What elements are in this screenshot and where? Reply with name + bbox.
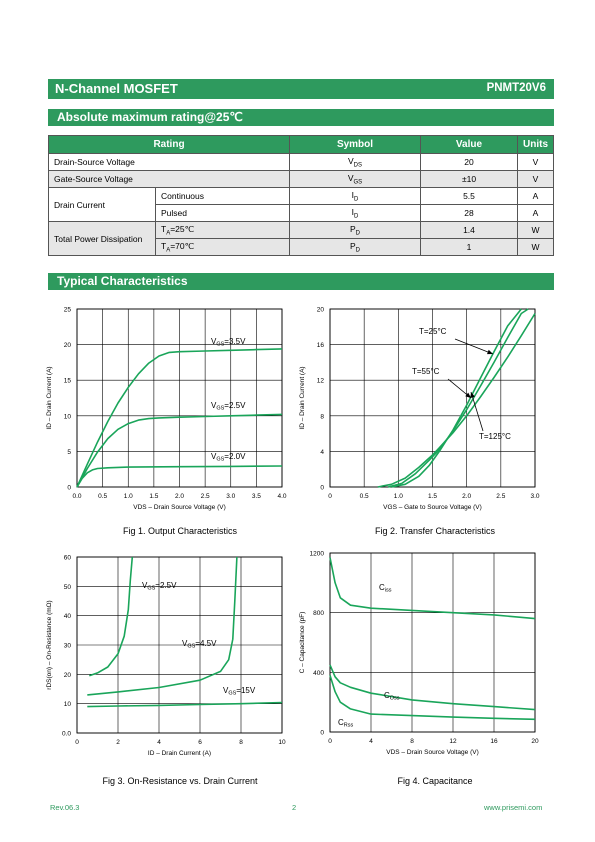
x-tick-label: 0.0 [72, 493, 82, 500]
cell-symbol: $P_D$ [290, 222, 421, 239]
x-tick-label: 6 [198, 739, 202, 746]
cell-value: 5.5 [421, 188, 518, 205]
ratings-table [48, 135, 554, 256]
cell-symbol: $I_D$ [290, 205, 421, 222]
y-tick-label: 10 [63, 413, 71, 421]
fig4-caption: Fig 4. Capacitance [397, 776, 473, 786]
y-tick-label: 40 [63, 613, 71, 621]
x-tick-label: 1.5 [149, 493, 159, 500]
series-label: T=25°C [419, 327, 447, 336]
footer-page-number: 2 [292, 803, 297, 812]
series-label: VGS=3.5V [211, 337, 246, 348]
x-axis-title: VDS – Drain Source Voltage (V) [133, 504, 226, 511]
series-line [330, 665, 535, 710]
series-label: T=125°C [479, 432, 511, 441]
x-tick-label: 8 [239, 739, 243, 746]
x-tick-label: 0.5 [98, 493, 108, 500]
fig2-caption: Fig 2. Transfer Characteristics [374, 526, 496, 536]
cell-sub: Continuous [156, 188, 290, 205]
cell-unit: V [518, 171, 554, 188]
x-tick-label: 3.0 [226, 493, 236, 500]
y-axis-title: rDS(on) – On-Resistance (mΩ) [46, 600, 53, 690]
y-tick-label: 8 [320, 413, 324, 421]
series-label: VGS=2.0V [211, 452, 246, 463]
cell-value: 1 [421, 239, 518, 256]
x-tick-label: 8 [410, 738, 414, 745]
x-tick-label: 1.0 [393, 493, 403, 500]
y-axis-title: ID – Drain Current (A) [46, 366, 53, 430]
y-tick-label: 0 [320, 729, 324, 737]
section-title: Absolute maximum rating@25℃ [57, 110, 243, 124]
series-label: VGS=4.5V [182, 639, 217, 650]
y-tick-label: 0.0 [61, 730, 71, 738]
capacitance-chart [295, 545, 550, 770]
x-tick-label: 2.5 [200, 493, 210, 500]
series-line [388, 309, 528, 487]
part-number: PNMT20V6 [486, 82, 546, 94]
series-line [330, 675, 535, 719]
series-label: COss [384, 691, 400, 702]
x-tick-label: 3.5 [251, 493, 261, 500]
x-tick-label: 20 [531, 738, 539, 745]
cell-unit: W [518, 222, 554, 239]
x-tick-label: 4.0 [277, 493, 287, 500]
y-tick-label: 20 [63, 671, 71, 679]
y-tick-label: 30 [63, 642, 71, 650]
y-tick-label: 4 [320, 448, 324, 456]
x-tick-label: 4 [157, 739, 161, 746]
x-tick-label: 16 [490, 738, 498, 745]
x-tick-label: 2.0 [462, 493, 472, 500]
table-row [49, 188, 554, 205]
x-tick-label: 10 [278, 739, 286, 746]
cell-unit: A [518, 205, 554, 222]
header-bar [48, 79, 554, 99]
series-line [89, 557, 132, 676]
cell-value: 28 [421, 205, 518, 222]
x-tick-label: 2.0 [174, 493, 185, 500]
y-tick-label: 12 [316, 377, 324, 385]
series-label: VGS=2.5V [142, 581, 177, 592]
y-tick-label: 20 [63, 342, 71, 350]
x-axis-title: ID – Drain Current (A) [147, 750, 212, 757]
doc-title: N-Channel MOSFET [55, 81, 178, 96]
series-line [392, 309, 522, 487]
cell-value: ±10 [421, 171, 518, 188]
col-units: Units [518, 136, 554, 154]
series-line [330, 558, 535, 619]
y-tick-label: 16 [316, 342, 324, 350]
y-tick-label: 15 [63, 377, 71, 385]
cell-rating: Gate-Source Voltage [49, 171, 290, 188]
x-tick-label: 0.5 [359, 493, 369, 500]
x-tick-label: 2 [116, 739, 120, 746]
x-tick-label: 0 [328, 738, 332, 745]
y-axis-title: C – Capacitance (pF) [299, 611, 306, 674]
x-tick-label: 0 [75, 739, 79, 746]
x-tick-label: 1.5 [427, 493, 438, 500]
y-tick-label: 5 [67, 448, 71, 456]
y-tick-label: 400 [313, 669, 324, 677]
col-rating: Rating [49, 136, 290, 154]
on-resistance-chart [30, 548, 295, 770]
cell-value: 20 [421, 154, 518, 171]
y-tick-label: 60 [63, 554, 71, 562]
series-label: Ciss [379, 583, 392, 594]
cell-rating: Drain-Source Voltage [49, 154, 290, 171]
cell-sub: Pulsed [156, 205, 290, 222]
x-axis-title: VGS – Gate to Source Voltage (V) [383, 504, 482, 511]
y-axis-title: ID – Drain Current (A) [299, 366, 306, 430]
series-label: T=55°C [412, 367, 440, 376]
cell-rating: Drain Current [49, 188, 156, 222]
x-tick-label: 4 [369, 738, 373, 745]
footer-website[interactable]: www.prisemi.com [484, 803, 543, 812]
annotation-arrow [455, 339, 493, 354]
cell-symbol: $V_{DS}$ [290, 154, 421, 171]
col-symbol: Symbol [290, 136, 421, 154]
section-typical [48, 273, 554, 290]
cell-symbol: $V_{GS}$ [290, 171, 421, 188]
plot-frame [330, 553, 535, 732]
cell-symbol: $P_D$ [290, 239, 421, 256]
y-tick-label: 50 [63, 583, 71, 591]
series-line [87, 703, 282, 707]
annotation-arrow [471, 392, 483, 431]
table-row [49, 171, 554, 188]
cell-value: 1.4 [421, 222, 518, 239]
y-tick-label: 10 [63, 701, 71, 709]
cell-unit: A [518, 188, 554, 205]
cell-unit: V [518, 154, 554, 171]
cell-unit: W [518, 239, 554, 256]
x-tick-label: 0 [328, 493, 332, 500]
series-label: VGS=2.5V [211, 401, 246, 412]
y-tick-label: 1200 [309, 550, 324, 558]
footer-revision: Rev.06.3 [50, 803, 80, 812]
fig1-caption: Fig 1. Output Characteristics [122, 526, 238, 536]
x-tick-label: 12 [449, 738, 457, 745]
y-tick-label: 0 [67, 484, 71, 492]
cell-sub: $T_A=70℃$ [156, 239, 290, 256]
table-row [49, 154, 554, 171]
table-header [49, 136, 554, 154]
section-abs-max [48, 109, 554, 126]
cell-rating: Total Power Dissipation [49, 222, 156, 256]
y-tick-label: 0 [320, 484, 324, 492]
output-characteristics-chart [30, 300, 295, 528]
series-label: VGS=15V [223, 686, 256, 697]
cell-sub: $T_A=25℃$ [156, 222, 290, 239]
transfer-characteristics-chart [295, 300, 550, 528]
x-tick-label: 3.0 [530, 493, 540, 500]
x-tick-label: 1.0 [123, 493, 133, 500]
series-label: CRss [338, 718, 354, 729]
fig3-caption: Fig 3. On-Resistance vs. Drain Current [102, 776, 258, 786]
x-axis-title: VDS – Drain Source Voltage (V) [386, 749, 479, 756]
table-row [49, 222, 554, 239]
x-tick-label: 2.5 [496, 493, 506, 500]
arrow-head [487, 350, 493, 354]
col-value: Value [421, 136, 518, 154]
y-tick-label: 20 [316, 306, 324, 314]
y-tick-label: 25 [63, 306, 71, 314]
y-tick-label: 800 [313, 610, 324, 618]
section-title: Typical Characteristics [57, 274, 188, 288]
cell-symbol: $I_D$ [290, 188, 421, 205]
